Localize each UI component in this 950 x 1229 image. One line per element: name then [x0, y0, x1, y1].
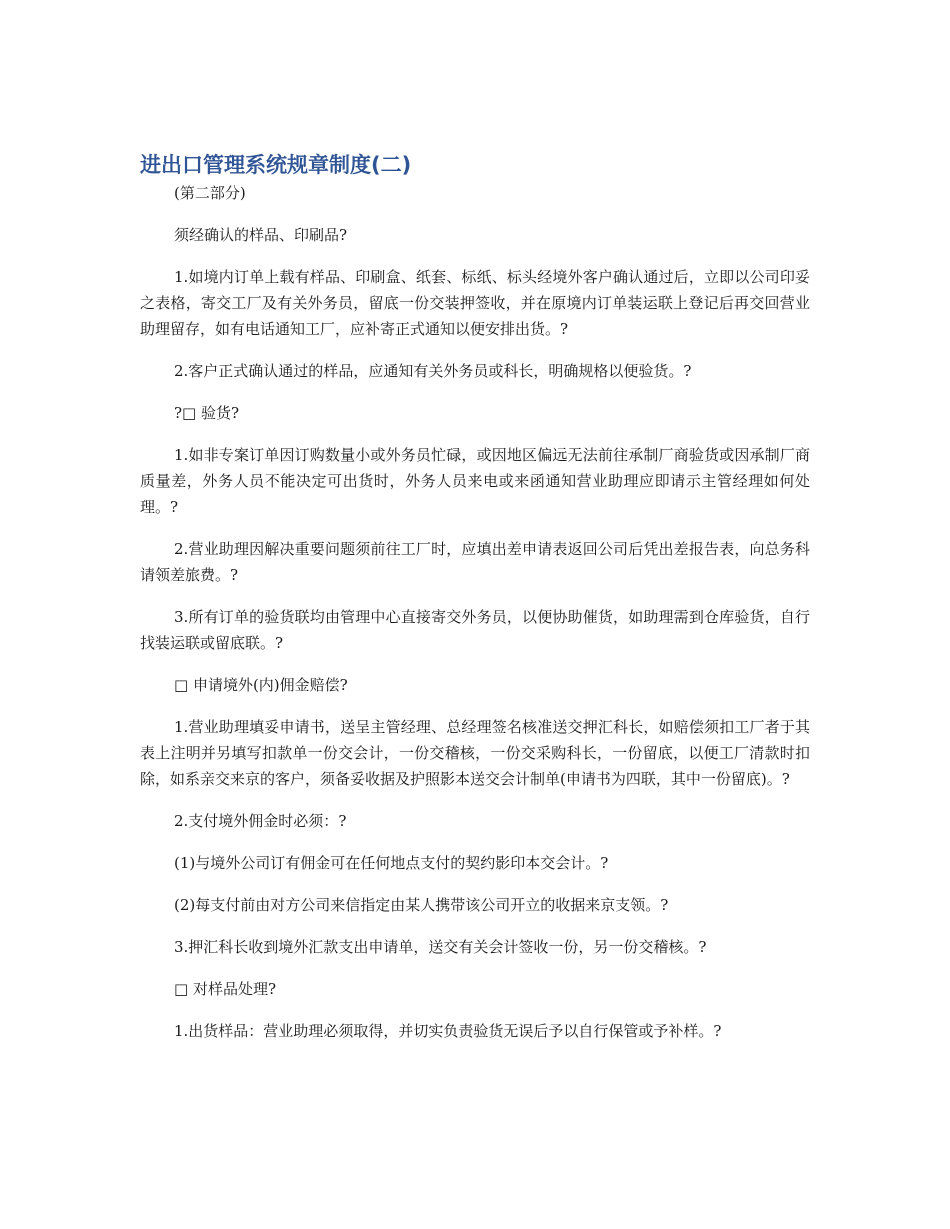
- paragraph-inspection-1: 1.如非专案订单因订购数量小或外务员忙碌，或因地区偏远无法前往承制厂商验货或因承制厂商质量差，外务人员不能决定可出货时，外务人员来电或来函通知营业助理应即请示主管经理如何处理。?: [140, 446, 810, 516]
- section-subtitle: (第二部分): [174, 184, 246, 202]
- heading-sample-handling: □ 对样品处理?: [174, 980, 276, 998]
- paragraph-commission-2-2: (2)每支付前由对方公司来信指定由某人携带该公司开立的收据来京支领。?: [174, 896, 669, 914]
- paragraph-commission-1: 1.营业助理填妥申请书，送呈主管经理、总经理签名核准送交押汇科长，如赔偿须扣工厂者于其表上注明并另填写扣款单一份交会计，一份交稽核，一份交采购科长，一份留底，以便工厂清款时扣除，如系亲交来京的客户，须备妥收据及护照影本送交会计制单(申请书为四联，其中一份留底)。?: [140, 718, 810, 788]
- paragraph-commission-2-1: (1)与境外公司订有佣金可在任何地点支付的契约影印本交会计。?: [174, 854, 609, 872]
- document-body: [140, 150, 810, 1044]
- heading-inspection: ?□ 验货?: [174, 404, 240, 422]
- paragraph-inspection-2: 2.营业助理因解决重要问题须前往工厂时，应填出差申请表返回公司后凭出差报告表，向总务科请领差旅费。?: [140, 540, 810, 584]
- paragraph-commission-3: 3.押汇科长收到境外汇款支出申请单，送交有关会计签收一份，另一份交稽核。?: [174, 938, 707, 956]
- paragraph-samples-1: 1.如境内订单上载有样品、印刷盒、纸套、标纸、标头经境外客户确认通过后，立即以公司印妥之表格，寄交工厂及有关外务员，留底一份交装押签收，并在原境内订单装运联上登记后再交回营业助理留存，如有电话通知工厂，应补寄正式通知以便安排出货。?: [140, 268, 810, 338]
- document-title: 进出口管理系统规章制度(二): [140, 153, 412, 177]
- heading-commission: □ 申请境外(内)佣金赔偿?: [174, 676, 348, 694]
- paragraph-sample-handling-1: 1.出货样品：营业助理必须取得，并切实负责验货无误后予以自行保管或予补样。?: [174, 1022, 722, 1040]
- paragraph-inspection-3: 3.所有订单的验货联均由管理中心直接寄交外务员，以便协助催货，如助理需到仓库验货，自行找装运联或留底联。?: [140, 608, 810, 652]
- heading-confirmed-samples: 须经确认的样品、印刷品?: [174, 226, 348, 244]
- paragraph-commission-2: 2.支付境外佣金时必须：?: [174, 812, 347, 830]
- paragraph-samples-2: 2.客户正式确认通过的样品，应通知有关外务员或科长，明确规格以便验货。?: [174, 362, 692, 380]
